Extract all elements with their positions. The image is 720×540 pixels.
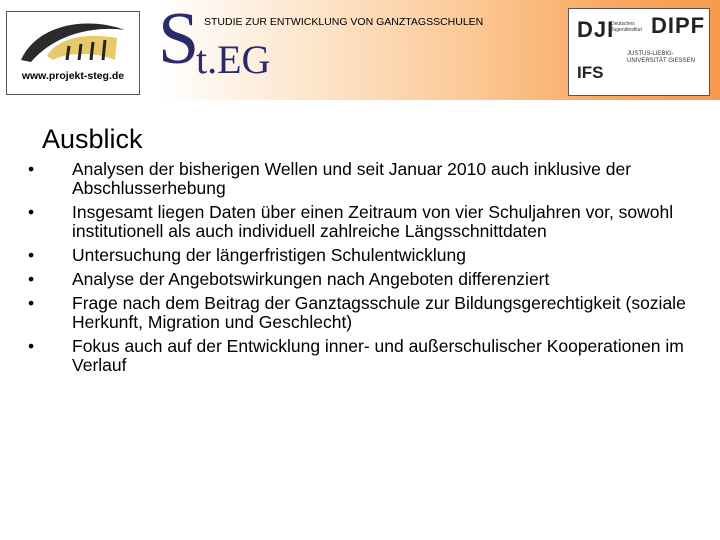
dji-subtitle: Deutsches Jugendinstitut bbox=[611, 21, 642, 33]
bullet-item bbox=[28, 246, 688, 265]
bullet-item bbox=[28, 337, 688, 375]
slide-title: Ausblick bbox=[42, 124, 143, 154]
bullet-item bbox=[28, 160, 688, 198]
bullet-text: Untersuchung der längerfristigen Schulentwicklung bbox=[72, 245, 466, 265]
steg-swoosh-icon bbox=[17, 16, 129, 72]
bullet-dot: • bbox=[28, 293, 35, 313]
bullet-text: Fokus auch auf der Entwicklung inner- und außerschulischer Kooperationen im Verlauf bbox=[72, 336, 684, 375]
steg-logo-s: S bbox=[158, 0, 200, 80]
bullet-text: Analyse der Angebotswirkungen nach Angeboten differenziert bbox=[72, 269, 550, 289]
bullet-dot: • bbox=[28, 202, 35, 222]
ifs-logo: IFS bbox=[577, 63, 604, 82]
dipf-logo: DIPF bbox=[651, 13, 706, 38]
university-logo: JUSTUS-LIEBIG-UNIVERSITÄT GIESSEN bbox=[627, 51, 695, 64]
bullet-text: Analysen der bisherigen Wellen und seit Januar 2010 auch inklusive der Abschlusserhebung bbox=[72, 159, 632, 198]
bullet-dot: • bbox=[28, 159, 35, 179]
project-url[interactable]: www.projekt-steg.de bbox=[21, 70, 125, 82]
study-subtitle: STUDIE ZUR ENTWICKLUNG VON GANZTAGSSCHULEN bbox=[204, 16, 484, 28]
steg-project-logo[interactable] bbox=[6, 11, 140, 95]
bullet-dot: • bbox=[28, 336, 35, 356]
bullet-item bbox=[28, 203, 688, 241]
bullet-dot: • bbox=[28, 269, 35, 289]
steg-logo-text: t.EG bbox=[196, 37, 271, 82]
bullet-item bbox=[28, 294, 688, 332]
bullet-list bbox=[28, 160, 688, 380]
bullet-item bbox=[28, 270, 688, 289]
dji-logo: DJI bbox=[577, 17, 615, 42]
bullet-text: Insgesamt liegen Daten über einen Zeitraum von vier Schuljahren vor, sowohl institutionell als auch individuell zahlreiche Längsschnittdaten bbox=[72, 202, 674, 241]
bullet-text: Frage nach dem Beitrag der Ganztagsschule zur Bildungsgerechtigkeit (soziale Herkunft, Migration und Geschlecht) bbox=[72, 293, 686, 332]
bullet-dot: • bbox=[28, 245, 35, 265]
partner-logos bbox=[568, 8, 710, 96]
